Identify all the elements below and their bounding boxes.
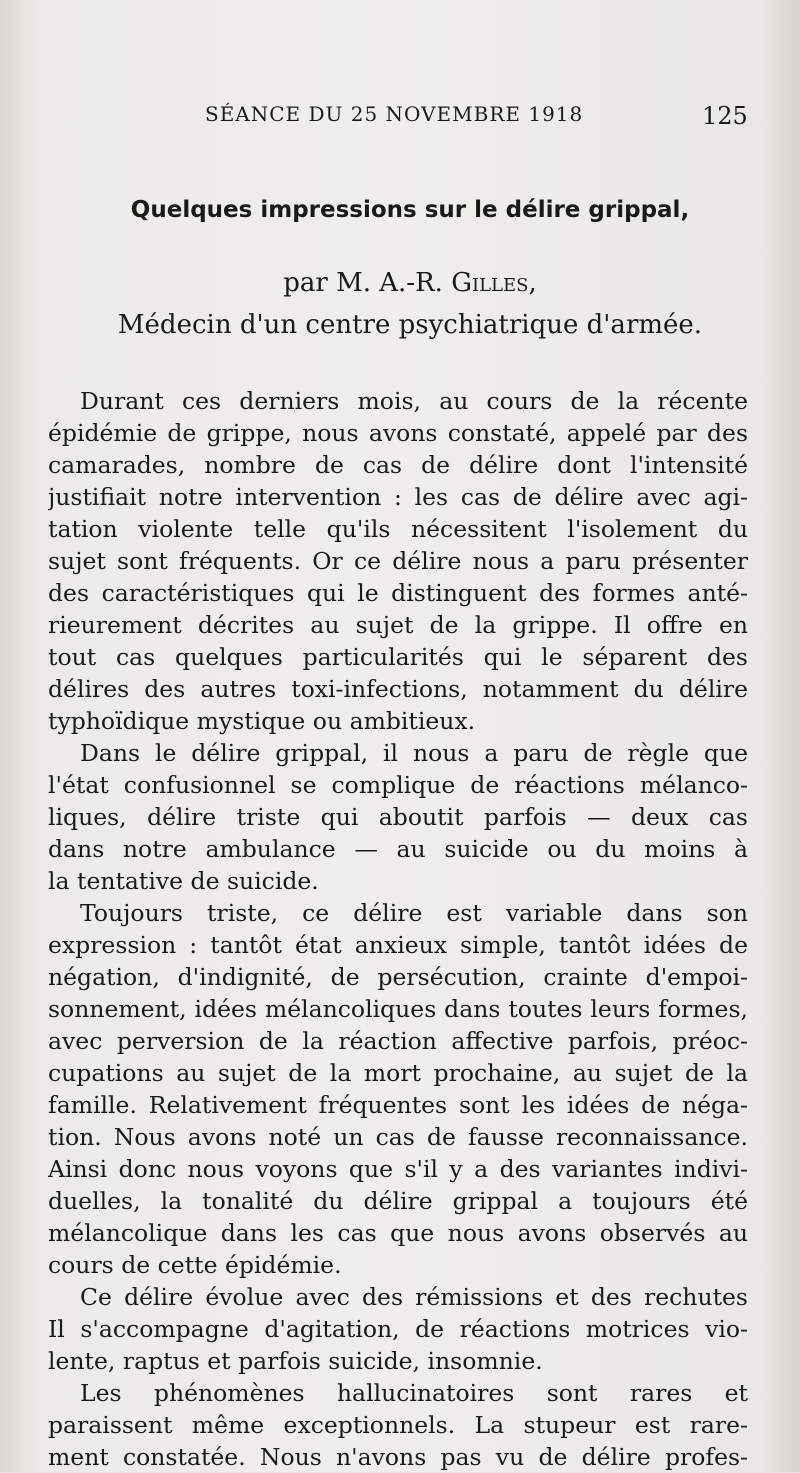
body-line: justifiait notre intervention : les cas de délire avec agi- [48,483,748,511]
body-line: sujet sont fréquents. Or ce délire nous a paru présenter [48,547,748,575]
body-line: tation violente telle qu'ils nécessitent l'isolement du [48,515,748,543]
body-line: lente, raptus et parfois suicide, insomnie. [48,1347,543,1375]
body-line: paraissent même exceptionnels. La stupeur est rare- [48,1411,748,1439]
body-line: Les phénomènes hallucinatoires sont rares et [80,1379,748,1407]
body-line: Dans le délire grippal, il nous a paru de règle que [80,739,748,767]
page-header [0,100,800,140]
body-line: mélancolique dans les cas que nous avons observés au [48,1219,748,1247]
body-line: tout cas quelques particularités qui le séparent des [48,643,748,671]
page-number: 125 [702,102,748,130]
body-line: sonnement, idées mélancoliques dans toutes leurs formes, [48,995,748,1023]
body-line: la tentative de suicide. [48,867,319,895]
article-body [48,385,748,1473]
body-line: ment constatée. Nous n'avons pas vu de délire profes- [48,1443,748,1471]
author-affiliation: Médecin d'un centre psychiatrique d'armée. [117,310,703,340]
body-line: cours de cette épidémie. [48,1251,342,1279]
body-line: camarades, nombre de cas de délire dont l'intensité [48,451,748,479]
body-line: Toujours triste, ce délire est variable dans son [80,899,748,927]
author-prefix: par M. A.-R. [283,268,452,298]
running-head: SÉANCE DU 25 NOVEMBRE 1918 [205,102,584,126]
body-line: cupations au sujet de la mort prochaine, au sujet de la [48,1059,748,1087]
body-line: expression : tantôt état anxieux simple, tantôt idées de [48,931,748,959]
body-line: famille. Relativement fréquentes sont les idées de néga- [48,1091,748,1119]
body-line: liques, délire triste qui aboutit parfois — deux cas [48,803,748,831]
body-line: délires des autres toxi-infections, notamment du délire [48,675,748,703]
body-line: dans notre ambulance — au suicide ou du moins à [48,835,748,863]
article-title: Quelques impressions sur le délire grippal, [130,197,690,223]
body-line: Ce délire évolue avec des rémissions et des rechutes [80,1283,748,1311]
body-line: typhoïdique mystique ou ambitieux. [48,707,476,735]
author-name: Gilles, [451,268,537,298]
body-line: Il s'accompagne d'agitation, de réactions motrices vio- [48,1315,748,1343]
body-line: l'état confusionnel se complique de réactions mélanco- [48,771,748,799]
body-line: Durant ces derniers mois, au cours de la récente [80,387,748,415]
body-line: duelles, la tonalité du délire grippal a toujours été [48,1187,748,1215]
body-line: épidémie de grippe, nous avons constaté, appelé par des [48,419,748,447]
body-line: des caractéristiques qui le distinguent des formes anté- [48,579,748,607]
article-author [0,268,800,298]
body-line: avec perversion de la réaction affective parfois, préoc- [48,1027,748,1055]
body-line: tion. Nous avons noté un cas de fausse reconnaissance. [48,1123,748,1151]
body-line: négation, d'indignité, de persécution, crainte d'empoi- [48,963,748,991]
body-line: rieurement décrites au sujet de la grippe. Il offre en [48,611,748,639]
body-line: Ainsi donc nous voyons que s'il y a des variantes indivi- [48,1155,748,1183]
